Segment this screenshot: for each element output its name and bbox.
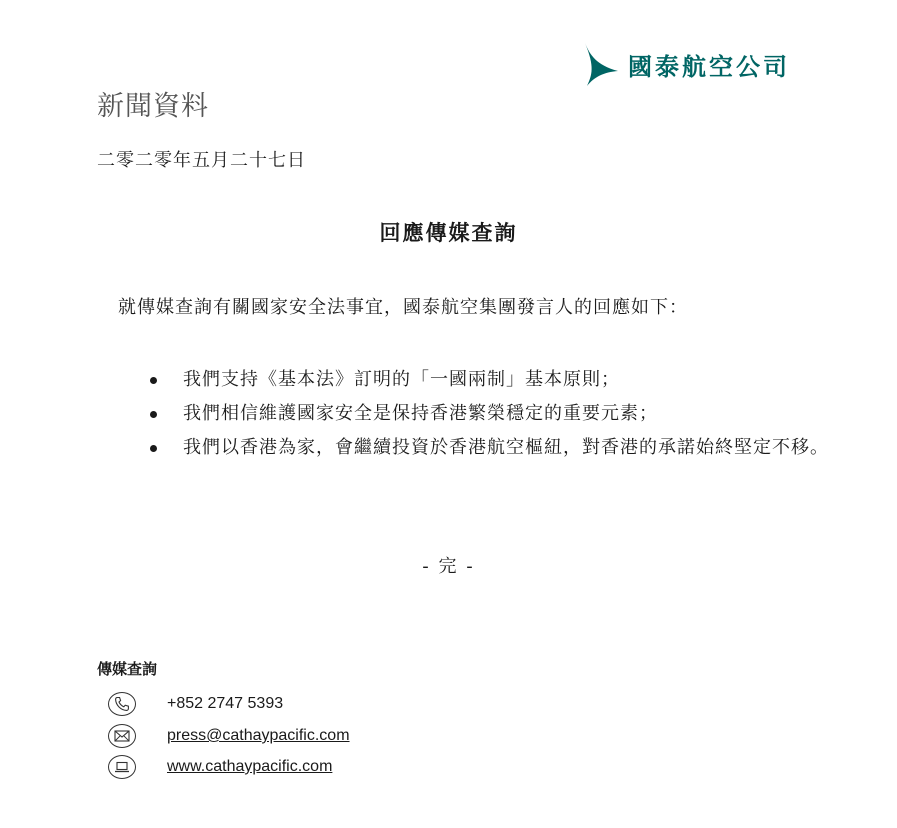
brand-logo	[582, 40, 822, 88]
contact-phone: +852 2747 5393	[167, 695, 284, 712]
release-intro: 就傳媒查詢有關國家安全法事宜，國泰航空集團發言人的回應如下：	[118, 297, 688, 318]
contact-email-row	[108, 722, 350, 750]
statement-item	[150, 433, 850, 463]
email-icon	[108, 724, 136, 748]
end-mark: - 完 -	[422, 556, 475, 577]
contact-heading: 傳媒查詢	[97, 660, 158, 678]
release-date: 二零二零年五月二十七日	[97, 150, 306, 171]
brand-logo-text: 國泰航空公司	[628, 52, 790, 81]
statement-item	[150, 365, 850, 395]
contact-website-link[interactable]: www.cathaypacific.com	[167, 758, 333, 775]
statement-text: 我們以香港為家，會繼續投資於香港航空樞紐，對香港的承諾始終堅定不移。	[183, 437, 829, 458]
contact-email-link[interactable]: press@cathaypacific.com	[167, 727, 350, 744]
phone-icon	[108, 692, 136, 716]
contact-website-row	[108, 753, 333, 781]
statement-list	[150, 365, 850, 467]
bullet-icon	[150, 411, 157, 418]
statement-text: 我們相信維護國家安全是保持香港繁榮穩定的重要元素；	[183, 403, 658, 424]
contact-phone-row	[108, 690, 284, 718]
statement-item	[150, 399, 850, 429]
press-release-label: 新聞資料	[97, 91, 209, 122]
laptop-icon	[108, 755, 136, 779]
bullet-icon	[150, 377, 157, 384]
brushwing-logo-icon	[582, 41, 622, 87]
release-title: 回應傳媒查詢	[379, 221, 518, 245]
bullet-icon	[150, 445, 157, 452]
statement-text: 我們支持《基本法》訂明的「一國兩制」基本原則；	[183, 369, 620, 390]
